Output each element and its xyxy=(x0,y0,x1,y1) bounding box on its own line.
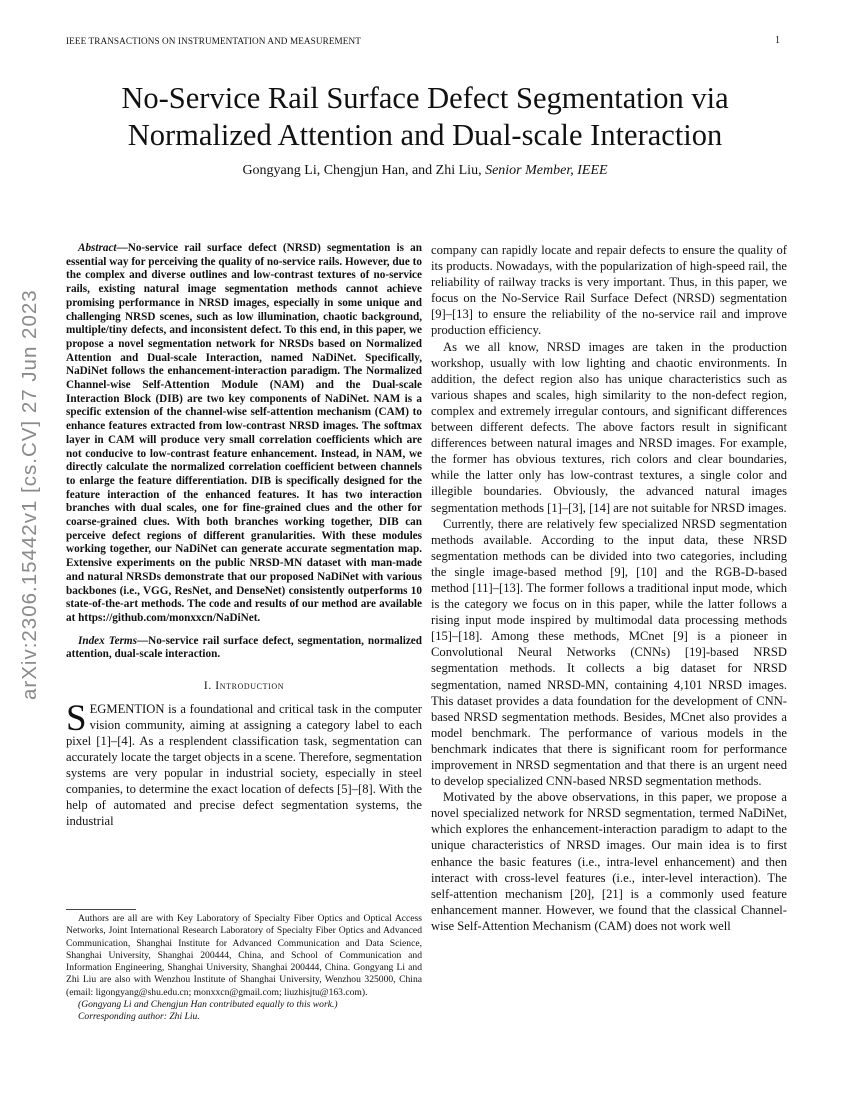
paragraph-3: Currently, there are relatively few specialized NRSD segmentation methods available. According to the input data, these NRSD segmentation methods can be divided into two categories, including the single image-based method [9], [10] and the RGB-D-based method [11]–[13]. The former follows a traditional input mode, which is the category we focus on in this paper, while the latter follows a rising input mode inspired by multimodal data processing methods [15]–[18]. Among these methods, MCnet [9] is a pioneer in Convolutional Neural Networks (CNNs) [19]-based NRSD segmentation methods. It collects a big dataset for NRSD segmentation, named NRSD-MN, containing 4,101 NRSD images. This dataset provides a data foundation for the development of CNN-based NRSD segmentation methods. Besides, MCnet also provides a model benchmark. The performance of various models in the benchmark indicates that there is significant room for performance improvement in NRSD segmentation and that there is an urgent need to develop specialized CNN-based NRSD segmentation methods. xyxy=(431,516,787,789)
author-membership: Senior Member, IEEE xyxy=(485,163,608,178)
title-line-1: No-Service Rail Surface Defect Segmentation via xyxy=(121,81,729,115)
paragraph-2: As we all know, NRSD images are taken in the production workshop, usually with low lighting and chaotic environments. In addition, the defect region also has unique characteristics such as various shapes and scales, high similarity to the non-defect region, complex and extremely irregular contours, and significant differences between different defects. The above factors result in significant differences between natural images and NRSD images. For example, the former has obvious textures, rich colors and clear boundaries, while the latter only has low-contrast textures, a single color and illegible boundaries. Obviously, the advanced natural images segmentation methods [1]–[3], [14] are not suitable for NRSD images. xyxy=(431,339,787,515)
abstract-label: Abstract xyxy=(78,242,117,254)
index-terms-body: —No-service rail surface defect, segmentation, normalized attention, dual-scale interaction. xyxy=(66,634,422,661)
intro-paragraph xyxy=(66,697,422,829)
right-column xyxy=(431,242,787,934)
first-word: EGMENTION xyxy=(89,701,165,716)
paragraph-4: Motivated by the above observations, in this paper, we propose a novel specialized network for NRSD segmentation, termed NaDiNet, which explores the enhancement-interaction paradigm to adapt to the unique characteristics of NRSD images. Our main idea is to first enhance the basic features (i.e., intra-level enhancement) and then interact with cross-level features (i.e., inter-level interaction). The self-attention mechanism [20], [21] is a commonly used feature enhancement manner. However, we found that the classical Channel-wise Self-Attention Mechanism (CAM) does not work well xyxy=(431,790,787,933)
footnote xyxy=(66,913,422,1024)
abstract xyxy=(66,242,422,626)
page-number: 1 xyxy=(775,35,780,46)
footnote-equal-contribution: (Gongyang Li and Chengjun Han contributed equally to this work.) xyxy=(78,999,338,1011)
intro-text: is a foundational and critical task in the computer vision community, aiming at assigning a category label to each pixel [1]–[4]. As a resplendent classification task, segmentation can accurately locate the target objects in a scene. Therefore, segmentation systems are very popular in industrial society, especially in steel companies, to determine the exact location of defects [5]–[8]. With the help of automated and precise defect segmentation systems, the industrial xyxy=(66,701,422,828)
author-names: Gongyang Li, Chengjun Han, and Zhi Liu, xyxy=(242,163,486,178)
paragraph-1: company can rapidly locate and repair defects to ensure the quality of its products. Nowadays, with the popularization of high-speed rail, the reliability of railway tracks is very important. Thus, in this paper, we focus on the No-Service Rail Surface Defect (NRSD) segmentation [9]–[13] to ensure the reliability of the no-service rail and improve production efficiency. xyxy=(431,243,787,338)
index-terms-label: Index Terms xyxy=(78,634,137,647)
author-line xyxy=(40,163,810,179)
arxiv-sidebar-stamp: arXiv:2306.15442v1 [cs.CV] 27 Jun 2023 xyxy=(18,289,41,700)
section-numeral: I. xyxy=(203,680,216,693)
index-terms xyxy=(66,635,422,662)
journal-header: IEEE TRANSACTIONS ON INSTRUMENTATION AND MEASUREMENT xyxy=(66,36,361,46)
drop-cap: S xyxy=(66,697,87,739)
paper-title xyxy=(40,80,810,154)
left-column xyxy=(66,242,422,829)
abstract-body: —No-service rail surface defect (NRSD) segmentation is an essential way for perceiving the quality of no-service rails. However, due to the complex and diverse outlines and low-contrast textures of no-service rails, existing natural image segmentation methods cannot achieve promising performance in NRSD images, especially in some unique and challenging NRSD scenes, such as low illumination, chaotic background, multiple/tiny defects, and inconsistent defect. To this end, in this paper, we propose a novel segmentation network for NRSDs based on Normalized Attention and Dual-scale Interaction, named NaDiNet. Specifically, NaDiNet follows the enhancement-interaction paradigm. The Normalized Channel-wise Self-Attention Module (NAM) and the Dual-scale Interaction Block (DIB) are two key components of NaDiNet. NAM is a specific extension of the channel-wise self-attention mechanism (CAM) to enhance features extracted from low-contrast NRSD images. The softmax layer in CAM will produce very small correlation coefficients which are not conducive to low-contrast feature enhancement. Instead, in NAM, we directly calculate the normalized correlation coefficient between channels to enlarge the feature differentiation. DIB is specifically designed for the feature interaction of the enhanced features. It has two interaction branches with dual scales, one for fine-grained clues and the other for coarse-grained clues. With both branches working together, DIB can perceive defect regions of different granularities. With these modules working together, our NaDiNet can generate accurate segmentation map. Extensive experiments on the public NRSD-MN dataset with man-made and natural NRSDs demonstrate that our proposed NaDiNet with various backbones (i.e., VGG, ResNet, and DenseNet) consistently outperforms 10 state-of-the-art methods. The code and results of our method are available at https://github.com/monxxcn/NaDiNet. xyxy=(66,242,422,624)
section-heading-introduction xyxy=(66,679,422,695)
title-line-2: Normalized Attention and Dual-scale Interaction xyxy=(127,118,723,152)
footnote-corresponding-author: Corresponding author: Zhi Liu. xyxy=(78,1011,200,1023)
section-title: Introduction xyxy=(215,680,285,693)
footnote-divider xyxy=(66,909,136,910)
footnote-affiliation: Authors are all are with Key Laboratory of Specialty Fiber Optics and Optical Access Networks, Joint International Research Laboratory of Specialty Fiber Optics and Advanced Communication, Shanghai Institute for Advanced Communication and Data Science, Shanghai University, Shanghai 200444, China, and School of Communication and Information Engineering, Shanghai University, Shanghai 200444, China. Gongyang Li and Zhi Liu are also with Wenzhou Institute of Shanghai University, Wenzhou 325000, China (email: ligongyang@shu.edu.cn; monxxcn@gmail.com; liuzhisjtu@163.com). xyxy=(66,913,422,998)
